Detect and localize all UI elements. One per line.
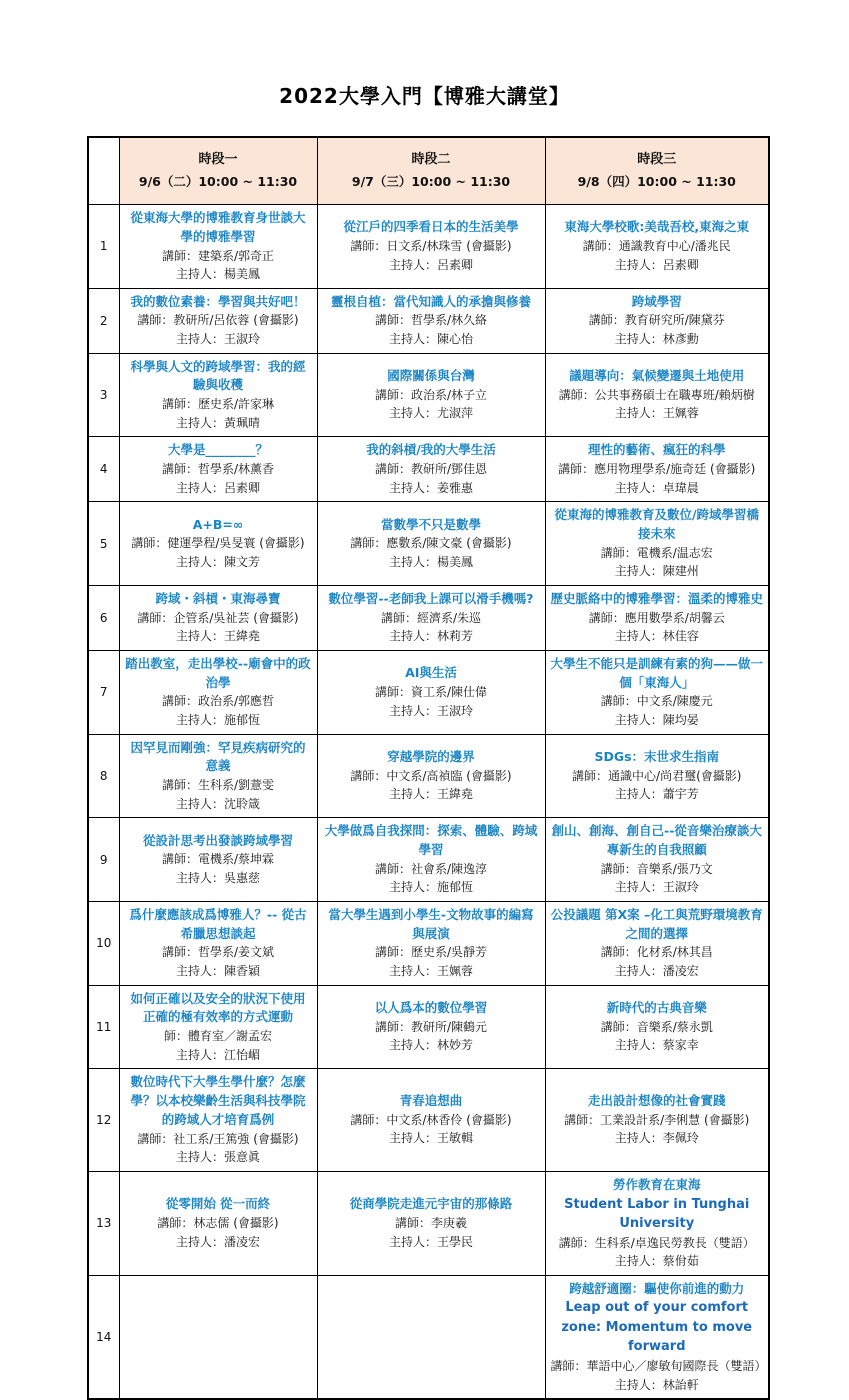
host-line: 主持人：陳香穎 (175, 964, 260, 979)
lecture-title: 數位時代下大學生學什麼？怎麼學？以本校樂齡生活與科技學院的跨域人才培育爲例 (130, 1074, 306, 1127)
schedule-row (88, 585, 769, 650)
host-line: 主持人：蕭宇芳 (614, 787, 699, 802)
lecturer-line: 講師：日文系/林珠雪 (會攝影) (350, 239, 512, 254)
host-line: 主持人：姜雅惠 (388, 480, 473, 495)
session-label: 時段一 (198, 152, 238, 168)
lecturer-line: 講師：生科系/卓逸民勞教長（雙語） (558, 1235, 755, 1250)
lecturer-line: 講師：電機系/温志宏 (600, 545, 713, 560)
header-row (88, 137, 769, 205)
lecturer-line: 講師：政治系/林子立 (374, 387, 488, 402)
row-number: 4 (88, 437, 119, 502)
schedule-row (88, 502, 769, 586)
session-cell (119, 1275, 317, 1399)
lecture-title: 從零開始 從一而終 (165, 1196, 271, 1212)
lecture-title: 爲什麼應該成爲博雅人？-- 從古希臘思想談起 (129, 906, 307, 941)
lecturer-line: 講師：政治系/郭應哲 (161, 694, 275, 709)
schedule-row (88, 205, 769, 289)
host-line: 主持人：潘凌宏 (175, 1234, 260, 1249)
session-cell (545, 818, 769, 902)
lecture-title: 靈根自植：當代知識人的承擔與修養 (330, 293, 531, 309)
session-cell (317, 734, 545, 818)
lecturer-line: 講師：社會系/陳逸淳 (374, 861, 488, 876)
lecturer-line: 講師：教研所/陳鶴元 (374, 1019, 488, 1034)
session-cell (317, 502, 545, 586)
host-line: 主持人：尤淑萍 (388, 406, 473, 421)
lecturer-line: 講師：中文系/高禎臨 (會攝影) (350, 768, 512, 783)
session-cell (119, 985, 317, 1069)
lecture-title: 以人爲本的數位學習 (374, 1000, 488, 1015)
host-line: 主持人：施郁恆 (175, 712, 260, 727)
lecture-title: 從東海的博雅教育及數位/跨域學習橋接未來 (554, 507, 760, 541)
host-line: 主持人：呂素卿 (175, 480, 260, 495)
schedule-row (88, 1069, 769, 1171)
host-line: 主持人：王姵蓉 (388, 964, 473, 979)
session-label: 時段三 (637, 152, 677, 168)
lecturer-line: 講師：哲學系/姜文斌 (161, 945, 275, 960)
session-cell (545, 734, 769, 818)
lecturer-line: 師：體育室／謝孟宏 (163, 1029, 272, 1044)
row-number: 13 (88, 1171, 119, 1275)
lecturer-line: 講師：林志儒 (會攝影) (157, 1216, 279, 1230)
lecture-title: 大學生不能只是訓練有素的狗——做一個「東海人」 (550, 655, 764, 690)
session-cell (317, 205, 545, 289)
lecture-title-english: Student Labor in Tunghai University (564, 1196, 750, 1231)
lecture-title: 青春追想曲 (399, 1093, 463, 1109)
session-cell (545, 205, 769, 289)
session-cell (545, 1275, 769, 1399)
schedule-row (88, 818, 769, 902)
lecture-title: 理性的藝術、瘋狂的科學 (587, 442, 726, 458)
host-line: 主持人：林彥勳 (614, 332, 699, 347)
host-line: 主持人：陳建州 (614, 564, 699, 579)
lecture-title: 當大學生遇到小學生-文物故事的編寫與展演 (328, 906, 534, 941)
host-line: 主持人：王緯堯 (175, 629, 260, 644)
lecture-title: 歷史脈絡中的博雅學習：溫柔的博雅史 (550, 590, 764, 606)
schedule-row (88, 437, 769, 502)
session-cell (119, 818, 317, 902)
lecture-title: 從東海大學的博雅教育身世談大學的博雅學習 (130, 210, 306, 244)
lecture-title: 大學是________？ (167, 442, 268, 458)
session-cell (545, 585, 769, 650)
lecturer-line: 講師：通識中心/尚君璽(會攝影) (572, 768, 742, 783)
lecturer-line: 講師：歷史系/吳靜芳 (374, 945, 488, 960)
session-cell (317, 1171, 545, 1275)
host-line: 主持人：潘凌宏 (614, 964, 699, 979)
lecturer-line: 講師：通識教育中心/潘兆民 (582, 239, 731, 254)
host-line: 主持人：林妙芳 (388, 1038, 473, 1053)
lecture-title: 當數學不只是數學 (380, 516, 481, 532)
row-number: 12 (88, 1069, 119, 1171)
row-number: 9 (88, 818, 119, 902)
lecture-title: 議題導向：氣候變遷與土地使用 (569, 368, 745, 383)
lecture-title: SDGs：末世求生指南 (594, 748, 720, 764)
header-session-2 (317, 137, 545, 205)
lecture-title: 我的數位素養：學習與共好吧！ (130, 293, 306, 309)
host-line: 主持人：王淑玲 (388, 703, 473, 718)
header-corner-cell (88, 137, 119, 205)
session-cell (545, 985, 769, 1069)
lecturer-line: 講師：中文系/林香伶 (會攝影) (350, 1112, 512, 1127)
lecturer-line: 講師：資工系/陳仕偉 (374, 685, 488, 699)
host-line: 主持人：蔡家幸 (614, 1038, 699, 1053)
session-cell (317, 288, 545, 353)
session-cell (119, 288, 317, 353)
host-line: 主持人：林佳容 (614, 629, 699, 644)
session-cell (317, 437, 545, 502)
lecturer-line: 講師：應數系/陳文豪 (會攝影) (350, 536, 512, 551)
session-cell (317, 818, 545, 902)
lecture-title: 跨域學習 (631, 293, 682, 309)
row-number: 3 (88, 353, 119, 437)
host-line: 主持人：陳均晏 (614, 712, 699, 727)
lecturer-line: 講師：中文系/陳慶元 (600, 694, 713, 709)
host-line: 主持人：王學民 (388, 1234, 473, 1249)
schedule-row (88, 1171, 769, 1275)
lecture-title: 我的斜槓/我的大學生活 (366, 442, 496, 458)
lecture-title: AI與生活 (405, 665, 457, 681)
lecturer-line: 講師：哲學系/林久絡 (374, 313, 488, 328)
lecturer-line: 講師：電機系/蔡坤霖 (161, 852, 275, 867)
lecture-title: 跨越舒適圈：驅使你前進的動力 (569, 1280, 745, 1296)
row-number: 7 (88, 650, 119, 734)
host-line: 主持人：楊美鳳 (175, 267, 260, 282)
lecture-title: 大學做爲自我探問：探索、體驗、跨域學習 (324, 823, 538, 857)
host-line: 主持人：施郁恆 (388, 880, 473, 895)
lecture-title: 如何正確以及安全的狀況下使用正確的極有效率的方式運動 (130, 990, 306, 1025)
lecture-title: A+B=∞ (192, 516, 244, 532)
host-line: 主持人：沈聆箴 (175, 796, 260, 811)
lecturer-line: 講師：哲學系/林薰香 (161, 462, 275, 477)
row-number: 1 (88, 205, 119, 289)
lecturer-line: 講師：公共事務碩士在職專班/賴炳樹 (558, 387, 755, 402)
row-number: 14 (88, 1275, 119, 1399)
host-line: 主持人：楊美鳳 (388, 554, 473, 569)
lecture-title: 從商學院走進元宇宙的那條路 (349, 1196, 513, 1212)
session-cell (545, 1171, 769, 1275)
lecturer-line: 講師：教研所/鄧佳恩 (374, 462, 488, 477)
lecturer-line: 講師：應用數學系/胡馨云 (588, 610, 725, 625)
lecturer-line: 講師：建築系/郭奇正 (161, 248, 275, 263)
host-line: 主持人：陳文芳 (175, 554, 260, 569)
session-cell (119, 502, 317, 586)
lecture-title: 走出設計想像的社會實踐 (587, 1093, 726, 1109)
lecture-title: 從江戶的四季看日本的生活美學 (343, 219, 519, 235)
schedule-row (88, 901, 769, 985)
host-line: 主持人：王淑玲 (614, 880, 699, 895)
host-line: 主持人：張意眞 (175, 1150, 260, 1165)
session-cell (545, 1069, 769, 1171)
host-line: 主持人：呂素卿 (388, 257, 473, 272)
schedule-row (88, 1275, 769, 1399)
session-cell (317, 585, 545, 650)
session-cell (119, 1171, 317, 1275)
lecture-title: 數位學習--老師我上課可以滑手機嗎? (328, 590, 534, 606)
session-cell (119, 1069, 317, 1171)
lecturer-line: 講師：教育研究所/陳黛芬 (588, 313, 725, 328)
lecture-title: 新時代的古典音樂 (606, 1000, 707, 1015)
lecture-title: 公投議題 第X案 –化工與荒野環境教育之間的選擇 (550, 906, 763, 941)
session-cell (545, 437, 769, 502)
session-cell (119, 901, 317, 985)
row-number: 11 (88, 985, 119, 1069)
session-cell (317, 353, 545, 437)
lecture-title: 勞作教育在東海 (612, 1176, 701, 1192)
row-number: 5 (88, 502, 119, 586)
lecturer-line: 講師：健運學程/吳旻寰 (會攝影) (131, 536, 305, 551)
session-cell (119, 437, 317, 502)
lecturer-line: 講師：生科系/劉薏雯 (161, 778, 275, 793)
session-cell (545, 502, 769, 586)
session-cell (545, 901, 769, 985)
row-number: 10 (88, 901, 119, 985)
lecturer-line: 講師：企管系/吳祉芸 (會攝影) (137, 610, 299, 625)
lecture-title: 跨域・斜槓・東海尋寶 (155, 590, 281, 606)
session-cell (317, 901, 545, 985)
lecture-title: 創山、創海、創自己--從音樂治療談大專新生的自我照顧 (551, 823, 762, 857)
session-date: 9/7（三）10:00 ~ 11:30 (351, 174, 511, 190)
session-cell (317, 985, 545, 1069)
schedule-row (88, 353, 769, 437)
host-line: 主持人：王姵蓉 (614, 406, 699, 421)
session-date: 9/6（二）10:00 ~ 11:30 (138, 174, 298, 190)
lecturer-line: 講師：應用物理學系/施奇廷 (會攝影) (558, 462, 756, 477)
host-line: 主持人：吳惠慈 (175, 870, 260, 885)
schedule-row (88, 734, 769, 818)
lecturer-line: 講師：化材系/林其昌 (600, 945, 713, 960)
session-cell (545, 650, 769, 734)
lecturer-line: 講師：音樂系/蔡永凱 (600, 1019, 713, 1034)
session-date: 9/8（四）10:00 ~ 11:30 (577, 174, 736, 190)
session-cell (119, 650, 317, 734)
host-line: 主持人：李佩玲 (614, 1131, 699, 1146)
lecture-title: 穿越學院的邊界 (387, 748, 475, 764)
row-number: 2 (88, 288, 119, 353)
lecture-title: 國際關係與台灣 (387, 368, 475, 383)
session-label: 時段二 (411, 152, 451, 168)
session-cell (317, 1069, 545, 1171)
session-cell (317, 650, 545, 734)
schedule-row (88, 650, 769, 734)
host-line: 主持人：卓瑋晨 (614, 480, 699, 495)
host-line: 主持人：王淑玲 (175, 332, 260, 347)
row-number: 8 (88, 734, 119, 818)
row-number: 6 (88, 585, 119, 650)
lecture-title-english: Leap out of your comfort zone: Momentum to move forward (561, 1300, 753, 1355)
session-cell (545, 288, 769, 353)
lecturer-line: 講師：教研所/呂依蓉 (會攝影) (137, 313, 299, 328)
lecturer-line: 講師：歷史系/許家琳 (161, 397, 275, 412)
lecturer-line: 講師：經濟系/朱巡 (380, 610, 482, 625)
lecturer-line: 講師：工業設計系/李俐慧 (會攝影) (564, 1112, 750, 1127)
lecturer-line: 講師：音樂系/張乃文 (600, 861, 713, 876)
schedule-row (88, 288, 769, 353)
host-line: 主持人：林詒軒 (614, 1377, 699, 1392)
session-cell (119, 585, 317, 650)
session-cell (119, 734, 317, 818)
lecture-schedule-table (87, 136, 770, 1400)
host-line: 主持人：王緯堯 (388, 787, 473, 802)
lecturer-line: 講師：社工系/王篤強 (會攝影) (137, 1131, 299, 1146)
lecture-title: 因罕見而剛強：罕見疾病研究的意義 (130, 739, 306, 774)
host-line: 主持人：呂素卿 (614, 257, 699, 272)
host-line: 主持人：黃珮晴 (175, 415, 260, 430)
header-session-1 (119, 137, 317, 205)
host-line: 主持人：林莉芳 (388, 629, 473, 644)
session-cell (119, 353, 317, 437)
host-line: 主持人：王敏輯 (388, 1131, 473, 1146)
session-cell (545, 353, 769, 437)
lecturer-line: 講師：華語中心／廖敏旬國際長（雙語） (550, 1358, 767, 1373)
host-line: 主持人：江怡嵋 (175, 1047, 260, 1062)
lecturer-line: 講師：李庚羲 (394, 1216, 467, 1230)
header-session-3 (545, 137, 769, 205)
session-cell (317, 1275, 545, 1399)
host-line: 主持人：陳心怡 (388, 332, 473, 347)
lecture-title: 科學與人文的跨域學習：我的經驗與收穫 (130, 358, 306, 393)
host-line: 主持人：蔡佾茹 (614, 1254, 699, 1269)
session-cell (119, 205, 317, 289)
lecture-title: 踏出教室，走出學校--廟會中的政治學 (125, 655, 311, 690)
lecture-title: 從設計思考出發談跨域學習 (142, 832, 293, 848)
page-title: 2022大學入門【博雅大講堂】 (279, 84, 570, 108)
schedule-row (88, 985, 769, 1069)
lecture-title: 東海大學校歌:美哉吾校,東海之東 (564, 219, 750, 235)
